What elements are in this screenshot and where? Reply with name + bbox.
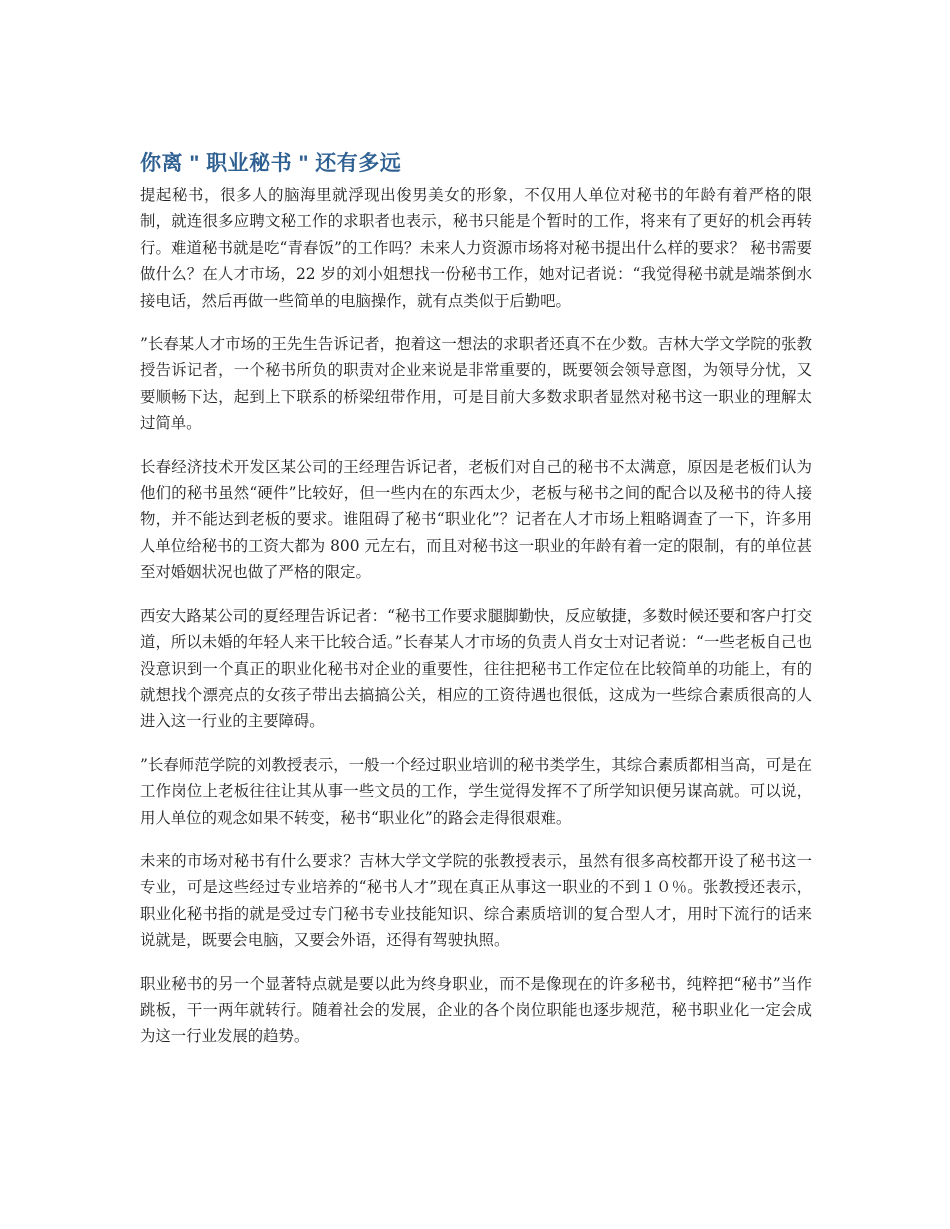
paragraph-6: 未来的市场对秘书有什么要求？吉林大学文学院的张教授表示，虽然有很多高校都开设了秘书这一专业，可是这些经过专业培养的“秘书人才”现在真正从事这一职业的不到１０％。张教授还表示，职业化秘书指的就是受过专门秘书专业技能知识、综合素质培训的复合型人才，用时下流行的话来说就是，既要会电脑，又要会外语，还得有驾驶执照。 [140, 851, 812, 950]
paragraph-5: ”长春师范学院的刘教授表示，一般一个经过职业培训的秘书类学生，其综合素质都相当高，可是在工作岗位上老板往往让其从事一些文员的工作，学生觉得发挥不了所学知识便另谋高就。可以说，用人单位的观念如果不转变，秘书“职业化”的路会走得很艰难。 [140, 755, 812, 827]
document-page [140, 150, 812, 1067]
paragraph-4: 西安大路某公司的夏经理告诉记者：“秘书工作要求腿脚勤快，反应敏捷，多数时候还要和客户打交道，所以未婚的年轻人来干比较合适。”长春某人才市场的负责人肖女士对记者说：“一些老板自己也没意识到一个真正的职业化秘书对企业的重要性，往往把秘书工作定位在比较简单的功能上，有的就想找个漂亮点的女孩子带出去搞搞公关，相应的工资待遇也很低，这成为一些综合素质很高的人进入这一行业的主要障碍。 [140, 606, 812, 731]
document-title: 你离 " 职业秘书 " 还有多远 [140, 152, 402, 175]
paragraph-2: ”长春某人才市场的王先生告诉记者，抱着这一想法的求职者还真不在少数。吉林大学文学院的张教授告诉记者，一个秘书所负的职责对企业来说是非常重要的，既要领会领导意图，为领导分忧，又要顺畅下达，起到上下联系的桥梁纽带作用，可是目前大多数求职者显然对秘书这一职业的理解太过简单。 [140, 335, 812, 433]
paragraph-3: 长春经济技术开发区某公司的王经理告诉记者，老板们对自己的秘书不太满意，原因是老板们认为他们的秘书虽然“硬件”比较好，但一些内在的东西太少，老板与秘书之间的配合以及秘书的待人接物，并不能达到老板的要求。谁阻碍了秘书“职业化”？记者在人才市场上粗略调查了一下，许多用人单位给秘书的工资大都为 800 元左右，而且对秘书这一职业的年龄有着一定的限制，有的单位甚至对婚姻状况也做了严格的限定。 [140, 457, 812, 582]
paragraph-7: 职业秘书的另一个显著特点就是要以此为终身职业，而不是像现在的许多秘书，纯粹把“秘书”当作跳板，干一两年就转行。随着社会的发展，企业的各个岗位职能也逐步规范，秘书职业化一定会成为这一行业发展的趋势。 [140, 974, 812, 1046]
paragraph-1: 提起秘书，很多人的脑海里就浮现出俊男美女的形象，不仅用人单位对秘书的年龄有着严格的限制，就连很多应聘文秘工作的求职者也表示，秘书只能是个暂时的工作，将来有了更好的机会再转行。难道秘书就是吃“青春饭”的工作吗？未来人力资源市场将对秘书提出什么样的要求？ 秘书需要做什么？在人才市场，22 岁的刘小姐想找一份秘书工作，她对记者说：“我觉得秘书就是端茶倒水接电话，然后再做一些简单的电脑操作，就有点类似于后勤吧。 [140, 186, 812, 310]
